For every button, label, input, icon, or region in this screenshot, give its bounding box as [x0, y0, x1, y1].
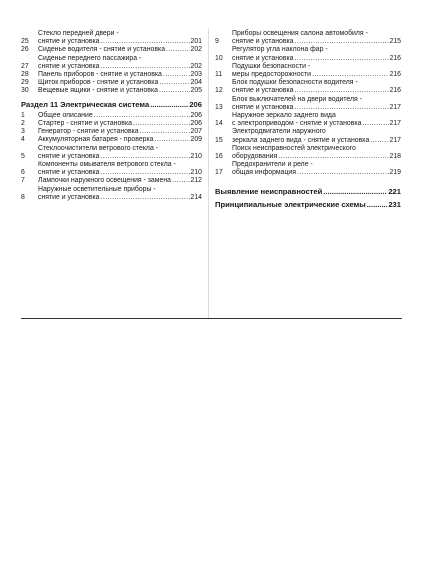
entry-line — [38, 161, 202, 169]
entry-title-line: Генератор - снятие и установка — [38, 128, 139, 136]
dot-leader — [295, 104, 389, 112]
entry-title-line: снятие и установка — [232, 38, 294, 46]
entry-number: 26 — [21, 46, 29, 54]
entry-number: 28 — [21, 71, 29, 79]
entry-page-number: 202 — [190, 46, 202, 54]
entry-number: 2 — [21, 120, 25, 128]
entry-title-line: Блок подушки безопасности водителя - — [232, 79, 358, 87]
entry-line — [38, 46, 202, 54]
toc-right-column — [215, 30, 401, 212]
entry-body — [232, 145, 401, 161]
entry-number: 10 — [215, 54, 223, 62]
entry-page-number: 216 — [389, 71, 401, 79]
column-separator — [208, 28, 209, 318]
entry-number: 11 — [215, 71, 223, 79]
dot-leader — [101, 63, 190, 71]
entry-body — [38, 71, 202, 79]
entry-number: 15 — [215, 136, 223, 144]
entry-page-number: 217 — [389, 120, 401, 128]
entry-title-line: Стеклоочистители ветрового стекла - — [38, 144, 158, 152]
entry-body — [38, 112, 202, 120]
entry-body — [232, 128, 401, 144]
toc-entry — [215, 128, 401, 144]
toc-entry — [21, 145, 202, 161]
entry-line — [232, 137, 401, 145]
dot-leader — [297, 169, 388, 177]
entry-line — [232, 145, 401, 153]
toc-entry — [21, 177, 202, 185]
entry-body — [38, 55, 202, 71]
dot-leader — [150, 101, 188, 109]
entry-page-number: 210 — [190, 152, 202, 160]
entry-line — [38, 112, 202, 120]
entry-line — [232, 79, 401, 87]
toc-entry — [215, 46, 401, 62]
entry-line — [232, 128, 401, 136]
entry-line — [232, 63, 401, 71]
dot-leader — [295, 55, 389, 63]
entry-line — [38, 63, 202, 71]
entry-title-line: Наружное зеркало заднего вида — [232, 112, 336, 120]
entry-body — [232, 112, 401, 128]
toc-entry — [215, 161, 401, 177]
dot-leader — [94, 112, 190, 120]
entry-number: 30 — [21, 87, 29, 95]
entry-title-line: Блок выключателей на двери водителя - — [232, 95, 362, 103]
entry-title-line: снятие и установка — [38, 62, 100, 70]
entry-page-number: 209 — [190, 136, 202, 144]
entry-line — [38, 145, 202, 153]
entry-body — [38, 46, 202, 54]
entry-line — [38, 186, 202, 194]
toc-entry — [21, 46, 202, 54]
entry-body — [38, 120, 202, 128]
toc-entry — [215, 79, 401, 95]
entry-title-line: Общее описание — [38, 111, 93, 119]
entry-number: 17 — [215, 169, 223, 177]
entry-line — [38, 169, 202, 177]
entry-body — [38, 177, 202, 185]
entry-body — [38, 79, 202, 87]
dot-leader — [159, 79, 189, 87]
entry-number: 14 — [215, 120, 223, 128]
entry-number: 29 — [21, 79, 29, 87]
entry-body — [38, 145, 202, 161]
entry-number: 13 — [215, 103, 223, 111]
toc-entry — [21, 120, 202, 128]
entry-page-number: 219 — [389, 169, 401, 177]
toc-entry — [21, 79, 202, 87]
toc-entry — [21, 55, 202, 71]
entry-body — [232, 63, 401, 79]
entry-line — [232, 120, 401, 128]
entry-line — [38, 79, 202, 87]
dot-leader — [133, 120, 190, 128]
entry-body — [232, 161, 401, 177]
section-title: Раздел 11 Электрическая система — [21, 99, 150, 109]
entry-number: 8 — [21, 193, 25, 201]
toc-entry — [21, 186, 202, 202]
entry-title-line: Стартер - снятие и установка — [38, 120, 132, 128]
section-heading — [21, 101, 202, 109]
entry-line — [232, 30, 401, 38]
entry-line — [38, 120, 202, 128]
dot-leader — [278, 153, 388, 161]
entry-title-line: Наружные осветительные приборы - — [38, 185, 156, 193]
dot-leader — [166, 46, 189, 54]
dot-leader — [370, 137, 388, 145]
entry-title-line: Приборы освещения салона автомобиля - — [232, 30, 368, 37]
entry-page-number: 207 — [190, 128, 202, 136]
entry-line — [38, 38, 202, 46]
dot-leader — [163, 71, 190, 79]
dot-leader — [101, 169, 190, 177]
entry-number: 12 — [215, 87, 223, 95]
entry-title-line: снятие и установка — [232, 54, 294, 62]
toc-entry — [21, 161, 202, 177]
entry-line — [38, 87, 202, 95]
entry-number: 7 — [21, 177, 25, 185]
toc-entry — [215, 112, 401, 128]
dot-leader — [172, 177, 190, 185]
dot-leader — [362, 120, 388, 128]
entry-title-line: Поиск неисправностей электрического — [232, 144, 356, 152]
entry-line — [232, 55, 401, 63]
entry-line — [232, 71, 401, 79]
entry-line — [38, 30, 202, 38]
dot-leader — [295, 38, 389, 46]
entry-title-line: Компоненты омывателя ветрового стекла - — [38, 161, 176, 169]
entry-title-line: Вещевые ящики - снятие и установка — [38, 87, 158, 95]
entry-title-line: Предохранители и реле - — [232, 161, 313, 169]
entry-page-number: 206 — [190, 120, 202, 128]
entry-body — [232, 46, 401, 62]
entry-page-number: 201 — [190, 38, 202, 46]
entry-line — [38, 177, 202, 185]
entry-body — [38, 136, 202, 144]
entry-number: 1 — [21, 111, 25, 119]
entry-line — [38, 71, 202, 79]
entry-page-number: 202 — [190, 62, 202, 70]
toc-left-column — [21, 30, 202, 202]
entry-page-number: 214 — [190, 193, 202, 201]
section-page-number: 206 — [189, 99, 202, 109]
toc-entry — [215, 96, 401, 112]
entry-title-line: снятие и установка — [232, 103, 294, 111]
section-title: Выявление неисправностей — [215, 186, 323, 196]
entry-title-line: Электродвигатели наружного — [232, 128, 326, 136]
entry-line — [232, 169, 401, 177]
entry-title-line: Сиденье водителя - снятие и установка — [38, 46, 166, 54]
entry-line — [38, 194, 202, 202]
entry-page-number: 216 — [389, 54, 401, 62]
entry-title-line: снятие и установка — [38, 152, 100, 160]
entry-body — [38, 186, 202, 202]
entry-line — [38, 136, 202, 144]
entry-title-line: зеркала заднего вида - снятие и установка — [232, 136, 370, 144]
entry-title-line: Сиденье переднего пассажира - — [38, 54, 142, 62]
entry-title-line: оборудования — [232, 153, 278, 161]
entry-line — [38, 153, 202, 161]
entry-title-line: меры предосторожности — [232, 71, 312, 79]
bottom-divider — [21, 318, 402, 319]
dot-leader — [159, 87, 190, 95]
entry-title-line: снятие и установка — [38, 169, 100, 177]
entry-page-number: 203 — [190, 71, 202, 79]
entry-title-line: Щиток приборов - снятие и установка — [38, 79, 159, 87]
entry-page-number: 217 — [389, 103, 401, 111]
entry-line — [232, 153, 401, 161]
entry-line — [232, 46, 401, 54]
section-page-number: 221 — [388, 186, 401, 196]
entry-title-line: снятие и установка — [38, 38, 100, 46]
entry-body — [38, 87, 202, 95]
dot-leader — [323, 188, 387, 196]
entry-line — [232, 96, 401, 104]
entry-number: 3 — [21, 128, 25, 136]
spacer — [215, 178, 401, 183]
entry-body — [232, 79, 401, 95]
entry-page-number: 206 — [190, 111, 202, 119]
section-title: Принципиальные электрические схемы — [215, 199, 366, 209]
entry-body — [232, 30, 401, 46]
entry-number: 4 — [21, 136, 25, 144]
entry-number: 6 — [21, 169, 25, 177]
entry-line — [38, 55, 202, 63]
entry-number: 27 — [21, 62, 29, 70]
entry-line — [232, 38, 401, 46]
entry-title-line: с электроприводом - снятие и установка — [232, 120, 362, 128]
entry-body — [38, 30, 202, 46]
entry-page-number: 210 — [190, 169, 202, 177]
entry-page-number: 215 — [389, 38, 401, 46]
entry-body — [38, 161, 202, 177]
dot-leader — [367, 201, 388, 209]
entry-number: 16 — [215, 153, 223, 161]
entry-title-line: снятие и установка — [232, 87, 294, 95]
entry-title-line: Стекло передней двери - — [38, 30, 119, 37]
entry-title-line: Панель приборов - снятие и установка — [38, 71, 162, 79]
toc-entry — [21, 30, 202, 46]
dot-leader — [101, 194, 190, 202]
toc-entry — [21, 136, 202, 144]
entry-title-line: общая информация — [232, 169, 297, 177]
entry-page-number: 205 — [190, 87, 202, 95]
entry-page-number: 217 — [389, 136, 401, 144]
entry-title-line: снятие и установка — [38, 193, 100, 201]
toc-entry — [21, 112, 202, 120]
entry-number: 5 — [21, 152, 25, 160]
entry-line — [232, 87, 401, 95]
dot-leader — [295, 87, 389, 95]
toc-entry — [215, 63, 401, 79]
entry-page-number: 216 — [389, 87, 401, 95]
entry-number: 9 — [215, 38, 219, 46]
toc-entry — [21, 71, 202, 79]
entry-page-number: 218 — [389, 153, 401, 161]
dot-leader — [155, 136, 190, 144]
toc-entry — [21, 87, 202, 95]
entry-number: 25 — [21, 38, 29, 46]
entry-body — [232, 96, 401, 112]
entry-title-line: Лампочки наружного освещения - замена — [38, 177, 171, 185]
section-heading — [215, 188, 401, 196]
toc-entry — [215, 145, 401, 161]
dot-leader — [101, 38, 190, 46]
toc-entry — [215, 30, 401, 46]
section-heading — [215, 201, 401, 209]
entry-page-number: 204 — [190, 79, 202, 87]
entry-title-line: Регулятор угла наклона фар - — [232, 46, 328, 54]
entry-title-line: Аккумуляторная батарея - проверка — [38, 136, 154, 144]
dot-leader — [312, 71, 388, 79]
entry-line — [232, 104, 401, 112]
entry-page-number: 212 — [190, 177, 202, 185]
entry-title-line: Подушки безопасности - — [232, 62, 311, 70]
entry-line — [232, 112, 401, 120]
dot-leader — [101, 153, 190, 161]
section-page-number: 231 — [388, 199, 401, 209]
